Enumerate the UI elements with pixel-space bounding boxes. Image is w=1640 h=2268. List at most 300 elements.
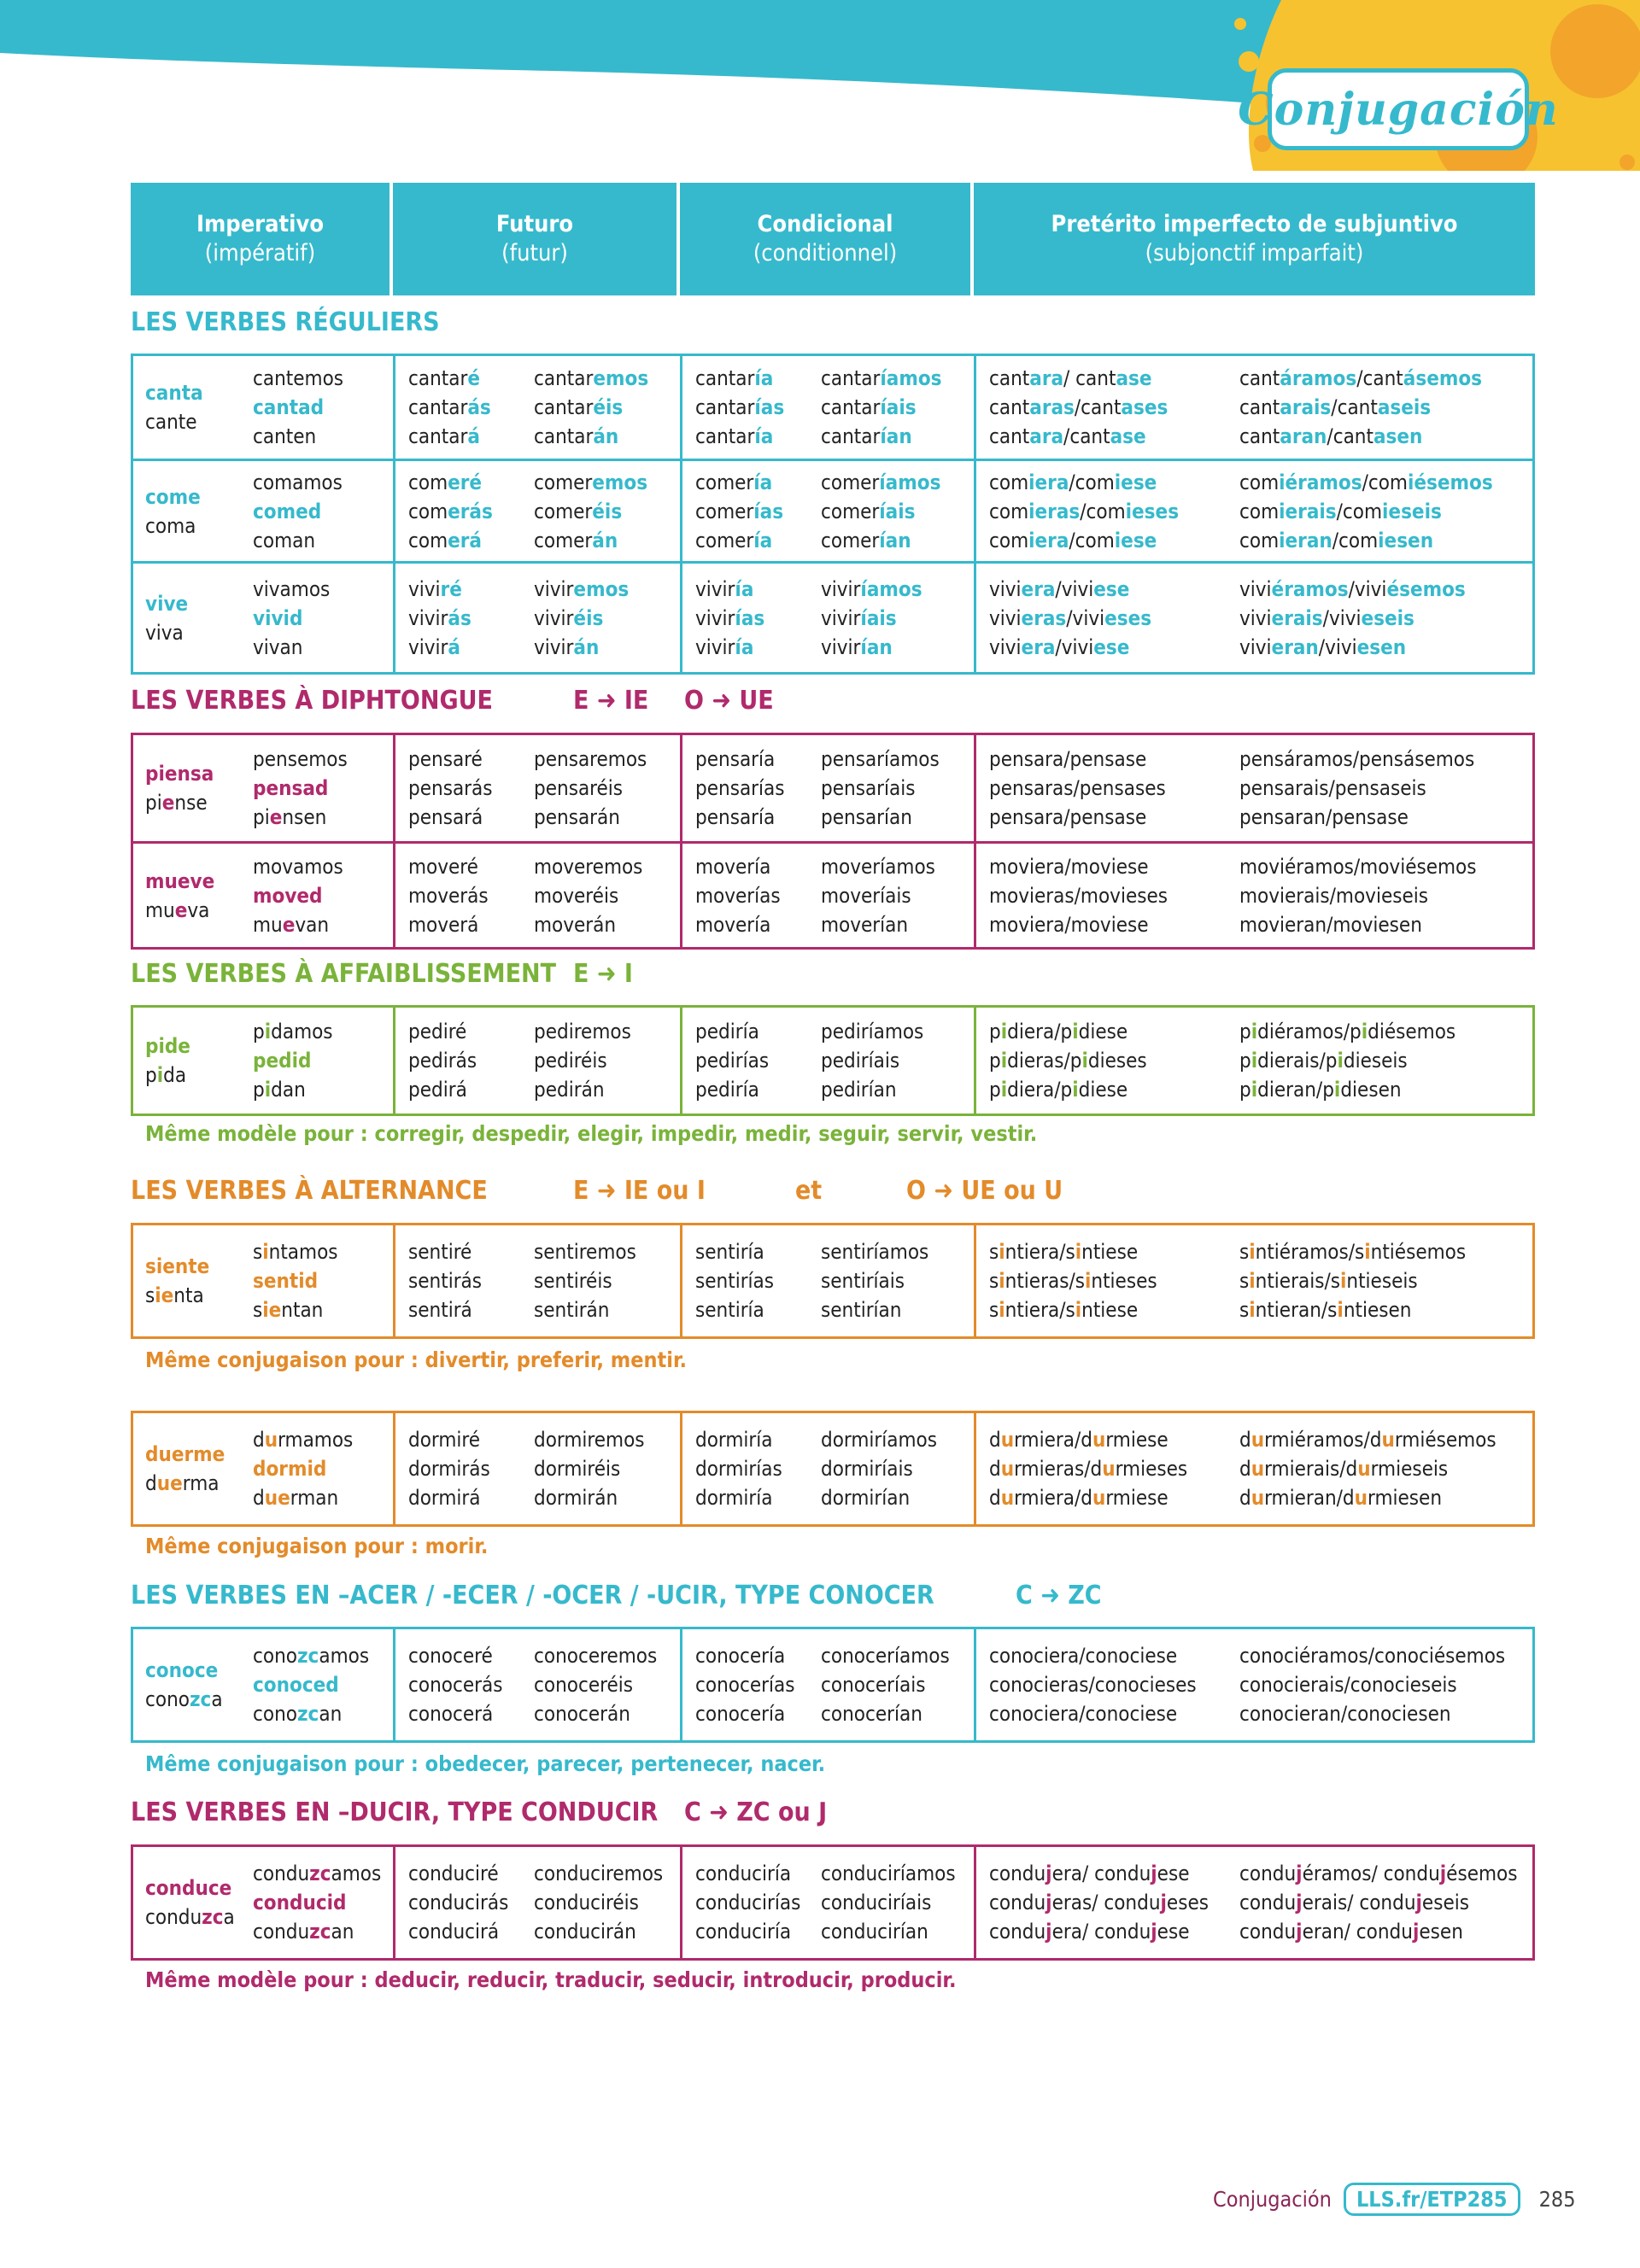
verb-form: pensará (408, 805, 483, 829)
verb-form: pensarías (695, 776, 785, 800)
footer-label: Conjugación (1213, 2187, 1332, 2212)
verb-form: durmieras/durmieses (989, 1457, 1188, 1481)
verb-form: pidieran/pidiesen (1239, 1078, 1402, 1102)
singular-forms (408, 735, 534, 841)
verb-form: cantará (408, 424, 480, 448)
verb-form: sintieras/sintieses (989, 1269, 1157, 1293)
verb-form: pensarían (821, 805, 912, 829)
verb-form: sintiéramos/sintiésemos (1239, 1240, 1467, 1264)
section-rule: E ➜ I (573, 959, 633, 989)
conjugation-table-alternance (131, 1223, 1535, 1339)
verb-form: conduciréis (534, 1891, 639, 1914)
verb-form: durmamos (253, 1428, 354, 1452)
verb-form: pidamos (253, 1020, 333, 1043)
verb-form: cantemos (253, 366, 344, 390)
section-heading: LES VERBES RÉGULIERS (131, 307, 440, 337)
singular-forms (695, 461, 821, 561)
verb-row (133, 459, 1532, 561)
verb-form: pidierais/pidieseis (1239, 1049, 1408, 1073)
verb-form: comiéramos/comiésemos (1239, 470, 1493, 494)
verb-form: sentiría (695, 1240, 764, 1264)
verb-form: pediremos (534, 1020, 631, 1043)
condicional-cell (680, 844, 974, 947)
verb-form: conozcan (253, 1702, 343, 1726)
imperativo-cell (133, 735, 393, 841)
section-heading: LES VERBES À DIPHTONGUE (131, 686, 493, 716)
verb-form: sentiremos (534, 1240, 636, 1264)
verb-form: moviera/moviese (989, 912, 1149, 937)
verb-form: dormirían (821, 1486, 911, 1510)
imperativo-cell (133, 461, 393, 561)
verb-form: vivieran/viviesen (1239, 634, 1407, 659)
plural-forms (534, 356, 648, 459)
verb-form: pensara/pensase (989, 805, 1147, 829)
verb-form: pidiéramos/pidiésemos (1239, 1020, 1456, 1043)
futuro-cell (393, 1629, 680, 1740)
verb-form: pensaría (695, 805, 776, 829)
verb-row (133, 1413, 1532, 1524)
verb-form: condujerais/ condujeseis (1239, 1891, 1469, 1914)
verb-form: pedid (253, 1049, 312, 1073)
plural-forms (1239, 1008, 1456, 1114)
plural-forms (253, 356, 343, 459)
verb-form: moveré (408, 854, 478, 879)
plural-forms (1239, 1413, 1496, 1524)
verb-form: cantaría (695, 366, 774, 390)
verb-form: dormiríais (821, 1457, 913, 1481)
verb-form: pidan (253, 1078, 306, 1102)
verb-form: conoceríamos (821, 1644, 950, 1668)
subjuntivo-cell (974, 1413, 1532, 1524)
verb-form: cantaríais (821, 395, 917, 419)
futuro-cell (393, 1847, 680, 1958)
verb-form: pedirías (695, 1049, 770, 1073)
plural-forms (534, 564, 629, 672)
singular-forms (145, 1629, 253, 1740)
section-rule: O ➜ UE ou U (906, 1176, 1063, 1206)
verb-row (133, 1008, 1532, 1114)
verb-form: comeríamos (821, 470, 941, 494)
condicional-cell (680, 1413, 974, 1524)
verb-form: duerma (145, 1471, 220, 1495)
plural-forms (534, 844, 642, 947)
futuro-cell (393, 1008, 680, 1114)
conjugation-table-alternance2 (131, 1411, 1535, 1527)
singular-forms (145, 564, 253, 672)
verb-form: conduciré (408, 1862, 499, 1885)
verb-form: condujera/ condujese (989, 1862, 1190, 1885)
plural-forms (534, 1413, 645, 1524)
tense-header (131, 183, 1535, 295)
verb-form: sentiréis (534, 1269, 612, 1293)
subjuntivo-cell (974, 1225, 1532, 1336)
verb-form: comerían (821, 528, 911, 552)
verb-form: dormiría (695, 1486, 773, 1510)
plural-forms (534, 1008, 631, 1114)
singular-forms (408, 1847, 534, 1958)
verb-form: sentirías (695, 1269, 775, 1293)
plural-forms (821, 356, 942, 459)
verb-form: pide (145, 1034, 190, 1058)
verb-form: conocería (695, 1644, 786, 1668)
verb-form: cantad (253, 395, 325, 419)
verb-form: dormid (253, 1457, 327, 1481)
plural-forms (1239, 461, 1493, 561)
verb-row (133, 561, 1532, 672)
verb-form: come (145, 484, 201, 509)
verb-form: pediría (695, 1020, 759, 1043)
singular-forms (989, 356, 1239, 459)
verb-form: viviera/viviese (989, 576, 1130, 601)
verb-form: comería (695, 528, 773, 552)
plural-forms (821, 1008, 923, 1114)
singular-forms (695, 735, 821, 841)
singular-forms (145, 1225, 253, 1336)
verb-form: conoceré (408, 1644, 493, 1668)
verb-form: viviría (695, 576, 754, 601)
verb-form: dormirías (695, 1457, 782, 1481)
verb-row (133, 735, 1532, 841)
verb-form: moveremos (534, 854, 643, 879)
verb-form: viviera/viviese (989, 634, 1130, 659)
verb-form: movierais/movieseis (1239, 883, 1429, 908)
section-rule: C ➜ ZC (1016, 1581, 1102, 1610)
singular-forms (989, 844, 1239, 947)
singular-forms (408, 1008, 534, 1114)
header-condicional: Condicional (conditionnel) (680, 183, 974, 295)
imperativo-cell (133, 564, 393, 672)
section-heading: LES VERBES EN –ACER / -ECER / -OCER / -UCIR, TYPE CONOCER (131, 1581, 934, 1610)
page-number: 285 (1538, 2187, 1576, 2212)
verb-form: siente (145, 1254, 210, 1278)
verb-form: cantaría (695, 424, 774, 448)
plural-forms (821, 1413, 937, 1524)
singular-forms (408, 1629, 534, 1740)
plural-forms (1239, 564, 1466, 672)
verb-form: conocieras/conocieses (989, 1673, 1197, 1697)
verb-form: pensaremos (534, 747, 647, 771)
verb-form: comerá (408, 528, 482, 552)
verb-form: conduciríais (821, 1891, 932, 1914)
subjuntivo-cell (974, 844, 1532, 947)
verb-form: durmiera/durmiese (989, 1428, 1168, 1452)
verb-form: sentiré (408, 1240, 472, 1264)
section-note-affaiblissement: Même modèle pour : corregir, despedir, elegir, impedir, medir, seguir, servir, vestir. (145, 1121, 1038, 1146)
verb-form: comeremos (534, 470, 648, 494)
subjuntivo-cell (974, 356, 1532, 459)
verb-form: sentirán (534, 1298, 610, 1322)
verb-form: moverán (534, 912, 617, 937)
singular-forms (989, 1847, 1239, 1958)
plural-forms (253, 1629, 369, 1740)
futuro-cell (393, 461, 680, 561)
verb-form: duerman (253, 1486, 339, 1510)
section-rule: O ➜ UE (684, 686, 774, 716)
conjugation-table-affaiblissement (131, 1005, 1535, 1116)
imperativo-cell (133, 1008, 393, 1114)
verb-form: dormiréis (534, 1457, 621, 1481)
verb-form: conoceréis (534, 1673, 634, 1697)
verb-form: pediríamos (821, 1020, 924, 1043)
verb-form: vivan (253, 634, 303, 659)
verb-form: conduce (145, 1876, 232, 1900)
verb-form: conducirá (408, 1920, 500, 1944)
futuro-cell (393, 356, 680, 459)
verb-form: sentiría (695, 1298, 764, 1322)
verb-form: piensa (145, 762, 214, 786)
singular-forms (695, 1847, 821, 1958)
verb-form: pediríais (821, 1049, 900, 1073)
verb-form: pensaríais (821, 776, 916, 800)
verb-form: comerán (534, 528, 618, 552)
verb-form: conocerían (821, 1702, 922, 1726)
plural-forms (253, 1225, 338, 1336)
verb-form: viviremos (534, 576, 630, 601)
section-heading: LES VERBES À AFFAIBLISSEMENT (131, 959, 557, 989)
conjugation-table-conocer (131, 1627, 1535, 1743)
verb-form: cantarían (821, 424, 912, 448)
subjuntivo-cell (974, 461, 1532, 561)
verb-form: pidiera/pidiese (989, 1020, 1128, 1043)
singular-forms (145, 1413, 253, 1524)
verb-form: dormiría (695, 1428, 773, 1452)
singular-forms (145, 1008, 253, 1114)
verb-form: conduciremos (534, 1862, 664, 1885)
singular-forms (408, 1413, 534, 1524)
verb-form: comiera/comiese (989, 470, 1157, 494)
conjugation-table-diphtongue (131, 733, 1535, 950)
plural-forms (821, 461, 940, 561)
verb-form: mueva (145, 897, 210, 922)
singular-forms (408, 461, 534, 561)
verb-form: movieras/movieses (989, 883, 1168, 908)
section-note-conocer: Même conjugaison pour : obedecer, parecer, pertenecer, nacer. (145, 1751, 826, 1776)
verb-form: vivirán (534, 634, 600, 659)
verb-form: conduciría (695, 1920, 792, 1944)
verb-form: conducirías (695, 1891, 801, 1914)
section-rule: et (795, 1176, 823, 1206)
condicional-cell (680, 1847, 974, 1958)
verb-form: conducirían (821, 1920, 928, 1944)
section-rule: C ➜ ZC ou J (684, 1797, 828, 1827)
singular-forms (408, 564, 534, 672)
verb-form: vivierais/vivieseis (1239, 605, 1414, 630)
verb-form: conocerán (534, 1702, 630, 1726)
verb-row (133, 1225, 1532, 1336)
plural-forms (821, 1847, 956, 1958)
verb-form: viviríamos (821, 576, 922, 601)
verb-form: muevan (253, 912, 330, 937)
section-note-conducir: Même modèle pour : deducir, reducir, traducir, seducir, introducir, producir. (145, 1967, 957, 1992)
verb-form: pedirán (534, 1078, 605, 1102)
verb-form: vivieras/vivieses (989, 605, 1152, 630)
verb-form: pensemos (253, 747, 348, 771)
verb-form: cantaríamos (821, 366, 942, 390)
verb-form: sintiera/sintiese (989, 1240, 1139, 1264)
verb-form: conozcamos (253, 1644, 370, 1668)
conjugation-table-regulares (131, 354, 1535, 675)
verb-form: conoceríais (821, 1673, 926, 1697)
verb-form: comerías (695, 499, 784, 523)
verb-form: moviéramos/moviésemos (1239, 854, 1477, 879)
plural-forms (821, 1629, 950, 1740)
verb-form: movamos (253, 854, 343, 879)
verb-form: comierais/comieseis (1239, 499, 1442, 523)
footer-link[interactable]: LLS.fr/ETP285 (1344, 2183, 1520, 2216)
verb-form: conducirán (534, 1920, 636, 1944)
verb-form: conociera/conociese (989, 1644, 1178, 1668)
plural-forms (821, 564, 922, 672)
verb-form: comieras/comieses (989, 499, 1180, 523)
verb-form: cantaré (408, 366, 481, 390)
futuro-cell (393, 1225, 680, 1336)
verb-form: cantarías (695, 395, 785, 419)
verb-form: conoce (145, 1658, 219, 1682)
singular-forms (989, 1008, 1239, 1114)
verb-form: dormiríamos (821, 1428, 937, 1452)
futuro-cell (393, 735, 680, 841)
verb-row (133, 841, 1532, 947)
verb-form: dormirás (408, 1457, 490, 1481)
verb-form: mueve (145, 868, 215, 893)
verb-form: sienta (145, 1283, 204, 1307)
verb-form: conduzcan (253, 1920, 354, 1944)
verb-form: viviría (695, 634, 754, 659)
imperativo-cell (133, 1225, 393, 1336)
chapter-badge (1238, 68, 1559, 150)
plural-forms (1239, 1629, 1505, 1740)
verb-form: viviré (408, 576, 462, 601)
verb-form: sientan (253, 1298, 324, 1322)
verb-form: dormirán (534, 1486, 618, 1510)
verb-form: conducirás (408, 1891, 509, 1914)
chapter-title: Conjugación (1238, 83, 1559, 136)
section-note-alternance2: Même conjugaison pour : morir. (145, 1534, 489, 1558)
verb-form: sentirás (408, 1269, 483, 1293)
singular-forms (695, 1008, 821, 1114)
singular-forms (989, 1629, 1239, 1740)
verb-form: viviríais (821, 605, 897, 630)
verb-form: conduciríamos (821, 1862, 956, 1885)
verb-form: viviréis (534, 605, 604, 630)
plural-forms (253, 1413, 353, 1524)
singular-forms (989, 1413, 1239, 1524)
verb-form: viviéramos/viviésemos (1239, 576, 1466, 601)
singular-forms (408, 844, 534, 947)
subjuntivo-cell (974, 564, 1532, 672)
verb-form: vivamos (253, 576, 331, 601)
imperativo-cell (133, 1629, 393, 1740)
verb-row (133, 356, 1532, 459)
verb-form: durmiéramos/durmiésemos (1239, 1428, 1496, 1452)
verb-form: moved (253, 883, 323, 908)
verb-form: sintierais/sintieseis (1239, 1269, 1418, 1293)
verb-form: pediría (695, 1078, 759, 1102)
verb-form: cantaremos (534, 366, 649, 390)
futuro-cell (393, 1413, 680, 1524)
plural-forms (534, 1847, 663, 1958)
verb-form: cantarás (408, 395, 491, 419)
subjuntivo-cell (974, 1847, 1532, 1958)
plural-forms (253, 461, 343, 561)
singular-forms (989, 1225, 1239, 1336)
plural-forms (821, 844, 935, 947)
plural-forms (1239, 735, 1474, 841)
singular-forms (695, 356, 821, 459)
subjuntivo-cell (974, 1629, 1532, 1740)
verb-form: moverías (695, 883, 781, 908)
condicional-cell (680, 564, 974, 672)
verb-form: durmierais/durmieseis (1239, 1457, 1449, 1481)
verb-form: dormiremos (534, 1428, 645, 1452)
verb-form: cantarais/cantaseis (1239, 395, 1432, 419)
verb-form: moverás (408, 883, 489, 908)
verb-form: pedirían (821, 1078, 897, 1102)
verb-form: pensarás (408, 776, 493, 800)
verb-form: conduciría (695, 1862, 792, 1885)
plural-forms (253, 844, 343, 947)
plural-forms (253, 735, 348, 841)
verb-form: duerme (145, 1442, 226, 1466)
singular-forms (145, 356, 253, 459)
verb-form: vivirás (408, 605, 472, 630)
conjugation-table-conducir (131, 1844, 1535, 1961)
verb-form: comerás (408, 499, 493, 523)
verb-form: moverá (408, 912, 479, 937)
verb-form: cantaran/cantasen (1239, 424, 1423, 448)
verb-form: pensaréis (534, 776, 624, 800)
futuro-cell (393, 844, 680, 947)
section-rule: E ➜ IE (573, 686, 649, 716)
verb-form: durmieran/durmiesen (1239, 1486, 1443, 1510)
singular-forms (695, 1225, 821, 1336)
verb-form: pensaras/pensases (989, 776, 1166, 800)
verb-form: comeré (408, 470, 483, 494)
verb-form: cantáramos/cantásemos (1239, 366, 1483, 390)
plural-forms (1239, 356, 1482, 459)
verb-form: conoced (253, 1673, 339, 1697)
verb-form: pensara/pensase (989, 747, 1147, 771)
verb-form: sintieran/sintiesen (1239, 1298, 1412, 1322)
plural-forms (534, 735, 647, 841)
verb-form: sentirían (821, 1298, 902, 1322)
condicional-cell (680, 356, 974, 459)
verb-form: pensaran/pensase (1239, 805, 1409, 829)
verb-form: pidieras/pidieses (989, 1049, 1147, 1073)
verb-form: pidiera/pidiese (989, 1078, 1128, 1102)
verb-row (133, 1629, 1532, 1740)
verb-form: pensaré (408, 747, 483, 771)
singular-forms (145, 844, 253, 947)
verb-form: viva (145, 620, 184, 645)
verb-form: vivirá (408, 634, 460, 659)
verb-form: moverían (821, 912, 909, 937)
verb-form: moveríamos (821, 854, 935, 879)
singular-forms (695, 1629, 821, 1740)
verb-form: condujera/ condujese (989, 1920, 1190, 1944)
imperativo-cell (133, 356, 393, 459)
singular-forms (695, 844, 821, 947)
verb-form: cante (145, 410, 197, 434)
verb-form: vivirías (695, 605, 765, 630)
verb-form: conociera/conociese (989, 1702, 1178, 1726)
imperativo-cell (133, 1413, 393, 1524)
verb-form: pediré (408, 1020, 467, 1043)
verb-form: sintiera/sintiese (989, 1298, 1139, 1322)
verb-form: vivid (253, 605, 303, 630)
plural-forms (253, 564, 330, 672)
verb-form: sentid (253, 1269, 319, 1293)
